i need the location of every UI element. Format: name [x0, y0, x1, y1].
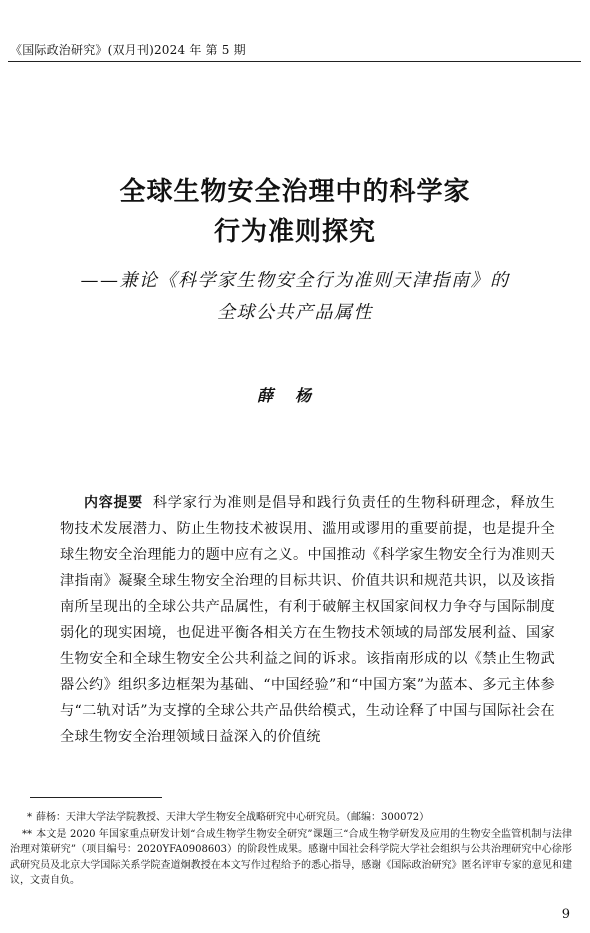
subtitle-line: ——兼论《科学家生物安全行为准则天津指南》的: [80, 270, 510, 291]
header-rule: [8, 61, 581, 62]
footnote-rule: [30, 797, 162, 798]
footnote-text: 薛杨：天津大学法学院教授、天津大学生物安全战略研究中心研究员。（邮编：300072）: [36, 812, 430, 823]
abstract-label: 内容提要: [84, 495, 143, 511]
footnote-mark: *: [27, 812, 32, 823]
page-number: 9: [561, 907, 570, 922]
journal-header: 《国际政治研究》(双月刊)2024 年 第 5 期: [10, 43, 246, 57]
footnote-text: 本文是 2020 年国家重点研发计划“合成生物学生物安全研究”课题三“合成生物学研发及应用的生物安全监管机制与法律治理对策研究”（项目编号：2020YFA0908603）的阶段性成果。感谢中国社会科学院大学社会组织与公共治理研究中心徐彤武研究员及北京大学国际关系学院查道炯教授在本文写作过程给予的悉心指导，感谢《国际政治研究》匿名评审专家的意见和建议，文责自负。: [10, 828, 572, 886]
footnotes: [10, 810, 572, 890]
footnote-mark: **: [22, 828, 32, 840]
title-line: 行为准则探究: [213, 217, 376, 247]
abstract-text: 科学家行为准则是倡导和践行负责任的生物科研理念，释放生物技术发展潜力、防止生物技术被误用、滥用或谬用的重要前提，也是提升全球生物安全治理能力的题中应有之义。中国推动《科学家生物安全行为准则天津指南》凝聚全球生物安全治理的目标共识、价值共识和规范共识，以及该指南所呈现出的全球公共产品属性，有利于破解主权国家间权力争夺与国际制度弱化的现实困境，也促进平衡各相关方在生物技术领域的局部发展利益、国家生物安全和全球生物安全公共利益之间的诉求。该指南形成的以《禁止生物武器公约》组织多边框架为基础、“中国经验”和“中国方案”为蓝本、多元主体参与“二轨对话”为支撑的全球公共产品供给模式，生动诠释了中国与国际社会在全球生物安全治理领域日益深入的价值统: [60, 495, 555, 745]
abstract: [60, 490, 555, 750]
article-subtitle: [0, 265, 590, 329]
footnote-item: [10, 810, 572, 826]
author-name: 薛杨: [256, 386, 333, 405]
subtitle-line: 全球公共产品属性: [217, 302, 373, 323]
footnote-item: [10, 827, 572, 889]
title-line: 全球生物安全治理中的科学家: [119, 177, 471, 207]
article-title: [0, 172, 590, 252]
